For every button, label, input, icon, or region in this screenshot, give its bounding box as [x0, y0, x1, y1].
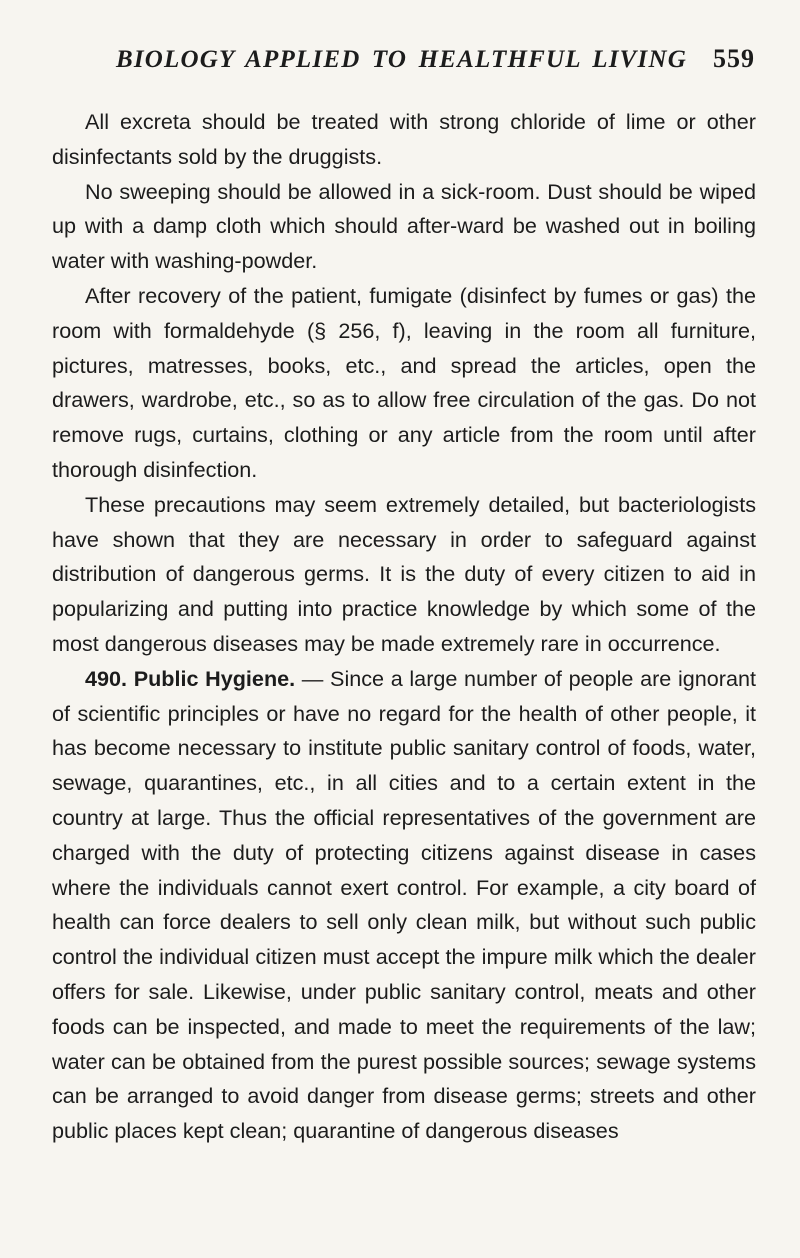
- page-number: 559: [713, 44, 755, 73]
- running-title: BIOLOGY APPLIED TO HEALTHFUL LIVING: [116, 46, 687, 73]
- section-public-hygiene: [52, 662, 756, 1149]
- page-body: [52, 105, 756, 1149]
- paragraph-precautions: These precautions may seem extremely detailed, but bacteriologists have shown that they are necessary in order to safeguard against distribution of dangerous germs. It is the duty of every citizen to aid in popularizing and putting into practice knowledge by which some of the most dangerous diseases may be made extremely rare in occurrence.: [52, 491, 756, 656]
- section-number: 490.: [85, 665, 128, 691]
- paragraph-fumigation: After recovery of the patient, fumigate (disinfect by fumes or gas) the room with formaldehyde (§ 256, f), leaving in the room all furniture, pictures, matresses, books, etc., and spread the articles, open the drawers, wardrobe, etc., so as to allow free circulation of the gas. Do not remove rugs, curtains, clothing or any article from the room until after thorough disinfection.: [52, 282, 756, 482]
- paragraph-sweeping: No sweeping should be allowed in a sick-room. Dust should be wiped up with a damp cloth which should after-ward be washed out in boiling water with washing-powder.: [52, 178, 756, 274]
- running-header: [116, 44, 755, 84]
- paragraph-excreta: All excreta should be treated with strong chloride of lime or other disinfectants sold by the druggists.: [52, 109, 756, 169]
- section-text: — Since a large number of people are ignorant of scientific principles or have no regard for the health of other people, it has become necessary to institute public sanitary control of foods, water, sewage, quarantines, etc., in all cities and to a certain extent in the country at large. Thus the official representatives of the government are charged with the duty of protecting citizens against disease in cases where the individuals cannot exert control. For example, a city board of health can force dealers to sell only clean milk, but without such public control the individual citizen must accept the impure milk which the dealer offers for sale. Likewise, under public sanitary control, meats and other foods can be inspected, and made to meet the requirements of the law; water can be obtained from the purest possible sources; sewage systems can be arranged to avoid danger from disease germs; streets and other public places kept clean; quarantine of dangerous diseases: [52, 665, 756, 1144]
- section-heading: Public Hygiene.: [133, 665, 296, 691]
